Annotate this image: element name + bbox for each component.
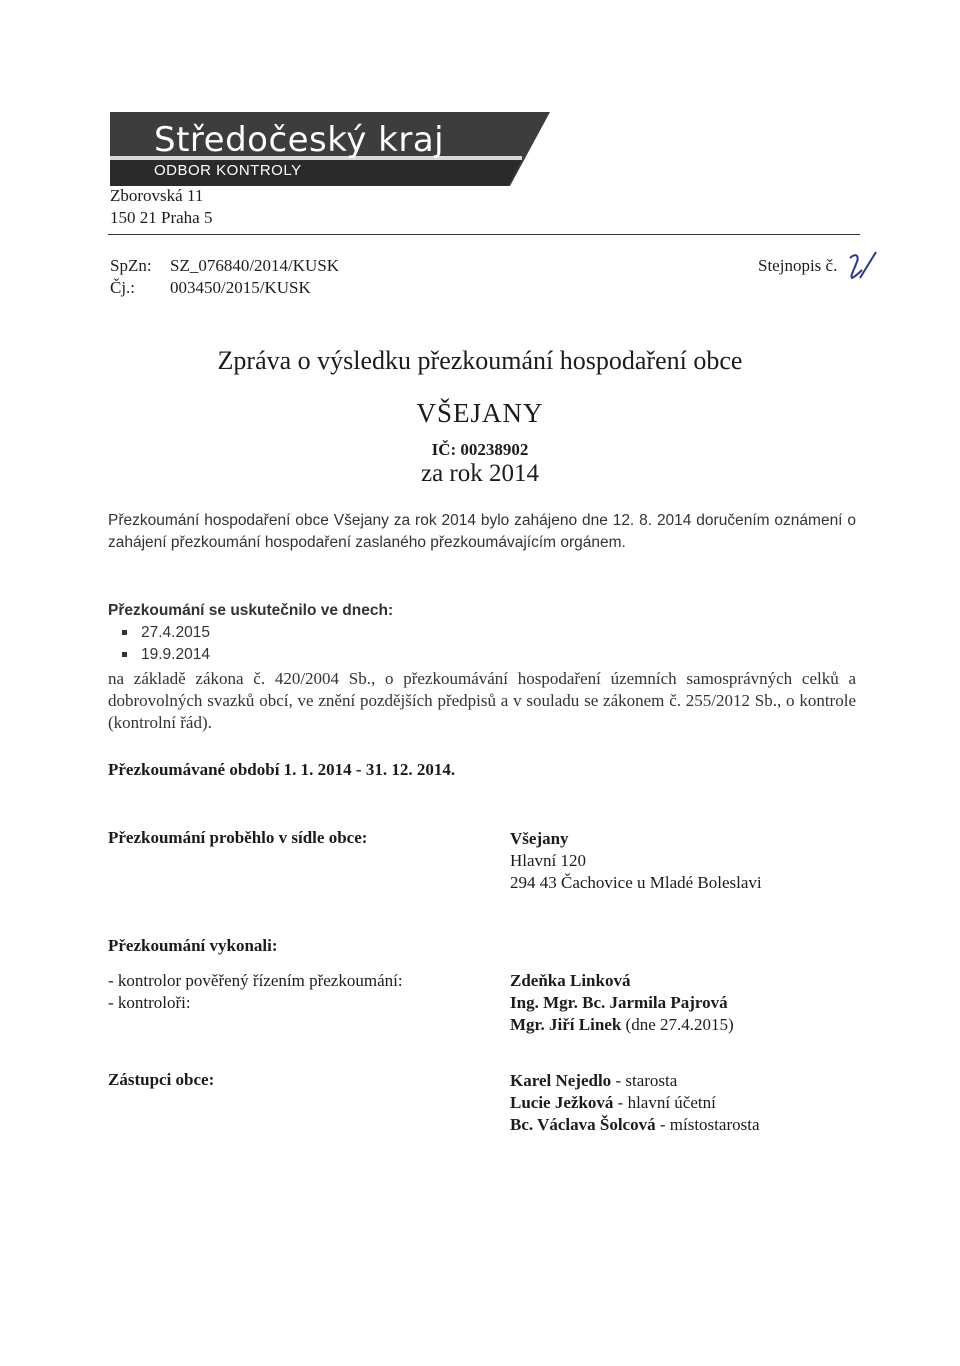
report-title: Zpráva o výsledku přezkoumání hospodaření obce (217, 346, 743, 375)
spzn-value: SZ_076840/2014/KUSK (170, 256, 340, 275)
report-year: za rok 2014 (420, 460, 540, 487)
bullet-icon (122, 652, 127, 657)
list-item: Karel Nejedlo - starosta (510, 1071, 678, 1090)
cj-value: 003450/2015/KUSK (170, 278, 311, 297)
representatives-heading: Zástupci obce: (108, 1070, 215, 1089)
logo-subtitle: ODBOR KONTROLY (154, 162, 302, 179)
legal-basis-paragraph: na základě zákona č. 420/2004 Sb., o přezkoumávání hospodaření územních samosprávných celků a dobrovolných svazků obcí, ve znění pozdějších předpisů a v souladu se zákonem č. 255/2012 Sb., o kontrole (kontrolní řád). (108, 669, 856, 732)
location-label: Přezkoumání proběhlo v sídle obce: (108, 828, 368, 847)
address-line-2: 150 21 Praha 5 (110, 208, 213, 227)
handwritten-copy-number (846, 250, 878, 282)
logo-title: Středočeský kraj (154, 120, 445, 160)
bullet-icon (122, 630, 127, 635)
location-name: Všejany (510, 829, 569, 848)
location-city: 294 43 Čachovice u Mladé Boleslavi (510, 873, 762, 892)
role-others-label: - kontroloři: (108, 993, 191, 1012)
review-period: Přezkoumávané období 1. 1. 2014 - 31. 12. 2014. (108, 760, 456, 779)
intro-paragraph: Přezkoumání hospodaření obce Všejany za rok 2014 bylo zahájeno dne 12. 8. 2014 doručením oznámení o zahájení přezkoumání hospodaření zaslaného přezkoumávajícím orgánem. (108, 512, 856, 551)
address-line-1: Zborovská 11 (110, 186, 204, 205)
review-days-heading: Přezkoumání se uskutečnilo ve dnech: (108, 602, 394, 619)
list-item: 27.4.2015 (122, 622, 210, 644)
municipality-name: VŠEJANY (416, 398, 544, 428)
location-street: Hlavní 120 (510, 851, 587, 870)
reviewers-names (510, 970, 734, 1036)
reviewer-other-1: Ing. Mgr. Bc. Jarmila Pajrová (510, 993, 728, 1012)
reviewers-roles (108, 970, 403, 1014)
representatives-list (510, 1070, 760, 1136)
review-days-list (122, 622, 210, 666)
header-divider (108, 234, 860, 235)
logo-banner (110, 112, 550, 186)
spzn-row (110, 256, 339, 276)
list-item: 19.9.2014 (122, 644, 210, 666)
list-item: Bc. Václava Šolcová - místostarosta (510, 1115, 760, 1134)
role-lead-label: - kontrolor pověřený řízením přezkoumání: (108, 971, 403, 990)
reviewers-heading: Přezkoumání vykonali: (108, 936, 278, 955)
location-address (510, 828, 762, 894)
reviewer-other-2: Mgr. Jiří Linek (dne 27.4.2015) (510, 1015, 734, 1034)
reviewer-lead-name: Zdeňka Linková (510, 971, 631, 990)
copy-number-label: Stejnopis č. (758, 256, 838, 275)
spzn-label: SpZn: (110, 256, 152, 275)
municipality-ic: IČ: 00238902 (431, 440, 529, 459)
cj-row (110, 278, 311, 298)
list-item: Lucie Ježková - hlavní účetní (510, 1093, 716, 1112)
cj-label: Čj.: (110, 278, 136, 297)
